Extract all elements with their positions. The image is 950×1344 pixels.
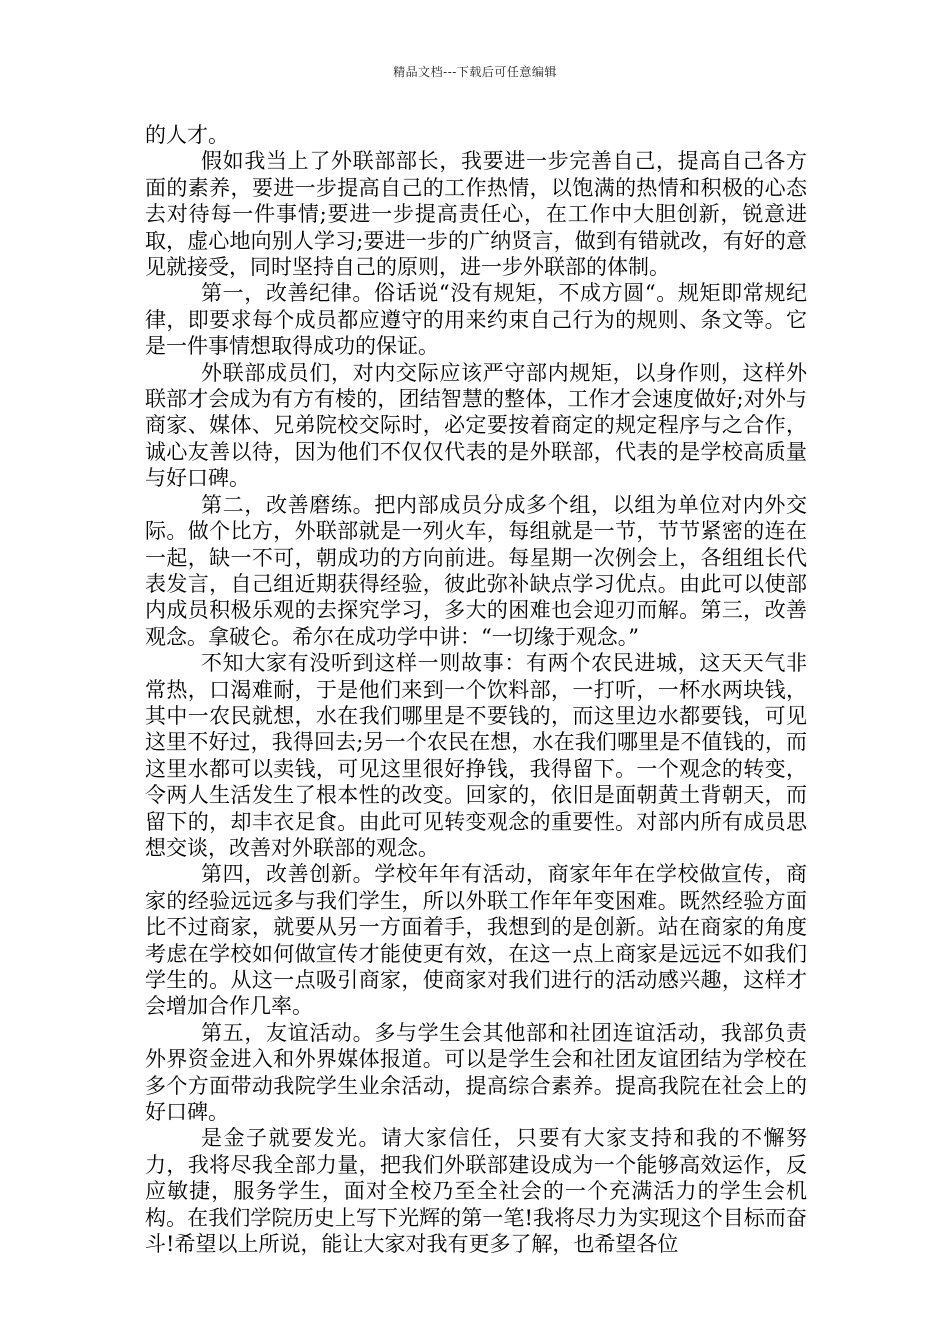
paragraph-5: 第二，改善磨练。把内部成员分成多个组，以组为单位对内外交际。做个比方，外联部就是一列火车，每组就是一节，节节紧密的连在一起，缺一不可，朝成功的方向前进。每星期一次例会上，各组组长代表发言，自己组近期获得经验，彼此弥补缺点学习优点。由此可以使部内成员积极乐观的去探究学习，多大的困难也会迎刃而解。第三，改善观念。拿破仑。希尔在成功学中讲：“一切缘于观念。” xyxy=(145,492,807,649)
paragraph-3: 第一，改善纪律。俗话说“没有规矩，不成方圆“。规矩即常规纪律，即要求每个成员都应遵守的用来约束自己行为的规则、条文等。它是一件事情想取得成功的保证。 xyxy=(145,281,807,359)
document-body xyxy=(145,122,807,1257)
paragraph-6: 不知大家有没听到这样一则故事：有两个农民进城，这天天气非常热，口渴难耐，于是他们来到一个饮料部，一打听，一杯水两块钱，其中一农民就想，水在我们哪里是不要钱的，而这里边水都要钱，可见这里不好过，我得回去;另一个农民在想，水在我们哪里是不值钱的，而这里水都可以卖钱，可见这里很好挣钱，我得留下。一个观念的转变，令两人生活发生了根本性的改变。回家的，依旧是面朝黄土背朝天，而留下的，却丰衣足食。由此可见转变观念的重要性。对部内所有成员思想交谈，改善对外联部的观念。 xyxy=(145,651,807,860)
page-header: 精品文档---下载后可任意编辑 xyxy=(393,65,557,79)
paragraph-7: 第四，改善创新。学校年年有活动，商家年年在学校做宣传，商家的经验远远多与我们学生，所以外联工作年年变困难。既然经验方面比不过商家，就要从另一方面着手，我想到的是创新。站在商家的角度考虑在学校如何做宣传才能使更有效，在这一点上商家是远远不如我们学生的。从这一点吸引商家，使商家对我们进行的活动感兴趣，这样才会增加合作几率。 xyxy=(145,862,807,1019)
paragraph-2: 假如我当上了外联部部长，我要进一步完善自己，提高自己各方面的素养，要进一步提高自己的工作热情，以饱满的热情和积极的心态去对待每一件事情;要进一步提高责任心，在工作中大胆创新，锐意进取，虚心地向别人学习;要进一步的广纳贤言，做到有错就改，有好的意见就接受，同时坚持自己的原则，进一步外联部的体制。 xyxy=(145,149,807,280)
paragraph-8: 第五，友谊活动。多与学生会其他部和社团连谊活动，我部负责外界资金进入和外界媒体报道。可以是学生会和社团友谊团结为学校在多个方面带动我院学生业余活动，提高综合素养。提高我院在社会上的好口碑。 xyxy=(145,1020,807,1125)
paragraph-1: 的人才。 xyxy=(145,123,229,147)
paragraph-9: 是金子就要发光。请大家信任，只要有大家支持和我的不懈努力，我将尽我全部力量，把我们外联部建设成为一个能够高效运作，反应敏捷，服务学生，面对全校乃至全社会的一个充满活力的学生会机构。在我们学院历史上写下光辉的第一笔!我将尽力为实现这个目标而奋斗!希望以上所说，能让大家对我有更多了解，也希望各位 xyxy=(145,1126,807,1257)
paragraph-4: 外联部成员们，对内交际应该严守部内规矩，以身作则，这样外联部才会成为有方有棱的，团结智慧的整体，工作才会速度做好;对外与商家、媒体、兄弟院校交际时，必定要按着商定的规定程序与之合作，诚心友善以待，因为他们不仅仅代表的是外联部，代表的是学校高质量与好口碑。 xyxy=(145,360,807,491)
